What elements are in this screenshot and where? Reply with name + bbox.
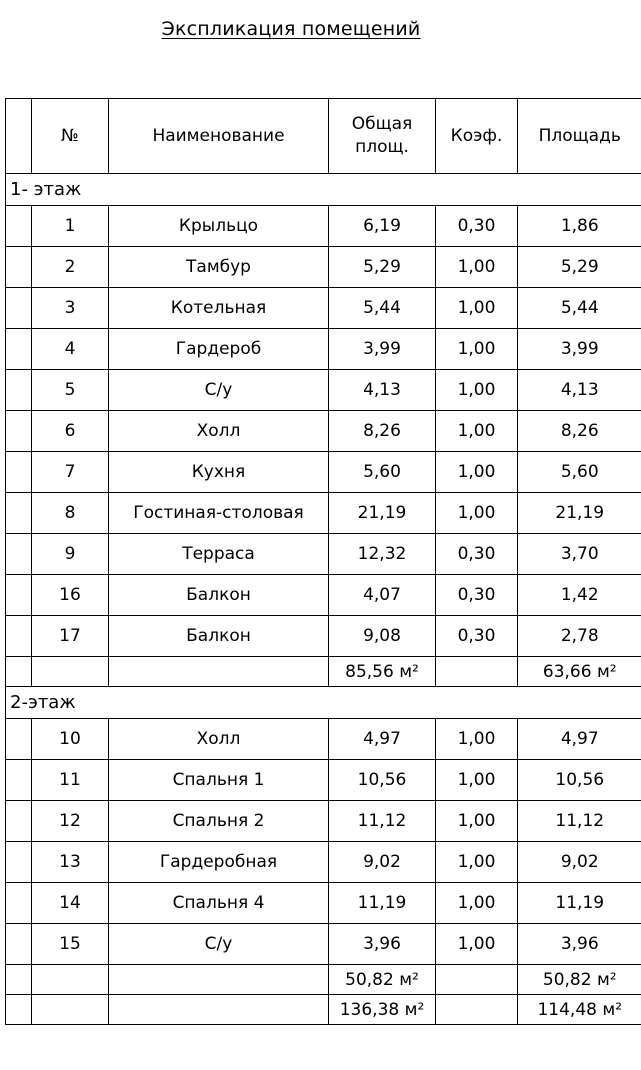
floor-label-row	[6, 687, 641, 719]
subtotal-blank	[6, 965, 32, 995]
table-header-row	[6, 99, 641, 174]
room-coefficient: 1,00	[436, 370, 518, 411]
room-total-area: 4,13	[329, 370, 436, 411]
room-coefficient: 1,00	[436, 329, 518, 370]
room-coefficient: 1,00	[436, 924, 518, 965]
room-number: 15	[32, 924, 109, 965]
room-total-area: 9,02	[329, 842, 436, 883]
table-row	[6, 801, 641, 842]
room-coefficient: 1,00	[436, 719, 518, 760]
row-margin-cell	[6, 719, 32, 760]
table-row	[6, 883, 641, 924]
room-number: 8	[32, 493, 109, 534]
room-number: 2	[32, 247, 109, 288]
room-name: Холл	[109, 411, 329, 452]
room-total-area: 4,97	[329, 719, 436, 760]
room-area: 9,02	[518, 842, 641, 883]
room-number: 13	[32, 842, 109, 883]
table-row	[6, 329, 641, 370]
room-area: 8,26	[518, 411, 641, 452]
floor-label: 2-этаж	[6, 687, 641, 719]
room-coefficient: 1,00	[436, 883, 518, 924]
table-row	[6, 206, 641, 247]
subtotal-blank	[32, 657, 109, 687]
room-name: С/у	[109, 370, 329, 411]
table-body	[6, 174, 641, 1025]
room-number: 14	[32, 883, 109, 924]
table-row	[6, 493, 641, 534]
room-total-area: 6,19	[329, 206, 436, 247]
room-coefficient: 1,00	[436, 411, 518, 452]
room-number: 6	[32, 411, 109, 452]
room-name: Котельная	[109, 288, 329, 329]
table-row	[6, 370, 641, 411]
room-area: 1,42	[518, 575, 641, 616]
row-margin-cell	[6, 370, 32, 411]
header-coefficient: Коэф.	[436, 99, 518, 174]
row-margin-cell	[6, 206, 32, 247]
room-coefficient: 1,00	[436, 452, 518, 493]
room-name: Гардероб	[109, 329, 329, 370]
room-total-area: 11,19	[329, 883, 436, 924]
room-area: 11,12	[518, 801, 641, 842]
grand-total-blank	[32, 995, 109, 1025]
room-name: Балкон	[109, 616, 329, 657]
floor-subtotal-row	[6, 657, 641, 687]
floor-label: 1- этаж	[6, 174, 641, 206]
room-area: 11,19	[518, 883, 641, 924]
row-margin-cell	[6, 247, 32, 288]
header-total-area: Общая площ.	[329, 99, 436, 174]
row-margin-cell	[6, 493, 32, 534]
room-number: 17	[32, 616, 109, 657]
header-name: Наименование	[109, 99, 329, 174]
room-name: С/у	[109, 924, 329, 965]
header-blank	[6, 99, 32, 174]
room-total-area: 12,32	[329, 534, 436, 575]
row-margin-cell	[6, 329, 32, 370]
room-area: 5,44	[518, 288, 641, 329]
room-total-area: 3,96	[329, 924, 436, 965]
room-coefficient: 0,30	[436, 575, 518, 616]
row-margin-cell	[6, 883, 32, 924]
room-name: Гардеробная	[109, 842, 329, 883]
subtotal-blank	[436, 965, 518, 995]
room-number: 12	[32, 801, 109, 842]
room-area: 5,29	[518, 247, 641, 288]
subtotal-blank	[6, 657, 32, 687]
room-number: 1	[32, 206, 109, 247]
row-margin-cell	[6, 288, 32, 329]
table-row	[6, 411, 641, 452]
table-row	[6, 924, 641, 965]
row-margin-cell	[6, 575, 32, 616]
room-area: 4,13	[518, 370, 641, 411]
header-area: Площадь	[518, 99, 641, 174]
table-row	[6, 842, 641, 883]
grand-total-area: 136,38 м²	[329, 995, 436, 1025]
room-number: 4	[32, 329, 109, 370]
room-number: 16	[32, 575, 109, 616]
room-name: Спальня 4	[109, 883, 329, 924]
room-name: Гостиная-столовая	[109, 493, 329, 534]
room-total-area: 5,44	[329, 288, 436, 329]
row-margin-cell	[6, 842, 32, 883]
room-area: 3,70	[518, 534, 641, 575]
room-coefficient: 1,00	[436, 493, 518, 534]
room-name: Холл	[109, 719, 329, 760]
table-row	[6, 247, 641, 288]
row-margin-cell	[6, 801, 32, 842]
room-coefficient: 1,00	[436, 842, 518, 883]
table-row	[6, 719, 641, 760]
room-total-area: 3,99	[329, 329, 436, 370]
grand-total-blank	[436, 995, 518, 1025]
subtotal-blank	[32, 965, 109, 995]
room-area: 10,56	[518, 760, 641, 801]
room-total-area: 4,07	[329, 575, 436, 616]
room-area: 3,96	[518, 924, 641, 965]
room-area: 21,19	[518, 493, 641, 534]
grand-total-blank	[109, 995, 329, 1025]
table-row	[6, 760, 641, 801]
room-number: 11	[32, 760, 109, 801]
room-coefficient: 1,00	[436, 801, 518, 842]
room-total-area: 21,19	[329, 493, 436, 534]
room-number: 7	[32, 452, 109, 493]
floor-subtotal-row	[6, 965, 641, 995]
floor-label-row	[6, 174, 641, 206]
explication-table	[5, 98, 641, 1025]
row-margin-cell	[6, 616, 32, 657]
table-row	[6, 452, 641, 493]
room-coefficient: 1,00	[436, 288, 518, 329]
room-total-area: 8,26	[329, 411, 436, 452]
grand-total-living-area: 114,48 м²	[518, 995, 641, 1025]
room-coefficient: 0,30	[436, 206, 518, 247]
room-number: 10	[32, 719, 109, 760]
room-name: Спальня 2	[109, 801, 329, 842]
grand-total-row	[6, 995, 641, 1025]
room-number: 9	[32, 534, 109, 575]
room-area: 1,86	[518, 206, 641, 247]
subtotal-total-area: 50,82 м²	[329, 965, 436, 995]
room-coefficient: 1,00	[436, 247, 518, 288]
room-name: Балкон	[109, 575, 329, 616]
grand-total-blank	[6, 995, 32, 1025]
room-name: Тамбур	[109, 247, 329, 288]
subtotal-blank	[109, 657, 329, 687]
row-margin-cell	[6, 760, 32, 801]
room-name: Кухня	[109, 452, 329, 493]
room-total-area: 9,08	[329, 616, 436, 657]
room-name: Спальня 1	[109, 760, 329, 801]
subtotal-blank	[436, 657, 518, 687]
row-margin-cell	[6, 924, 32, 965]
room-total-area: 10,56	[329, 760, 436, 801]
page-title: Экспликация помещений	[161, 18, 421, 40]
row-margin-cell	[6, 534, 32, 575]
room-number: 5	[32, 370, 109, 411]
room-coefficient: 0,30	[436, 534, 518, 575]
table-row	[6, 575, 641, 616]
subtotal-area: 63,66 м²	[518, 657, 641, 687]
table-row	[6, 616, 641, 657]
table-row	[6, 288, 641, 329]
room-name: Терраса	[109, 534, 329, 575]
row-margin-cell	[6, 411, 32, 452]
room-area: 2,78	[518, 616, 641, 657]
header-number: №	[32, 99, 109, 174]
room-area: 4,97	[518, 719, 641, 760]
subtotal-area: 50,82 м²	[518, 965, 641, 995]
subtotal-blank	[109, 965, 329, 995]
table-row	[6, 534, 641, 575]
row-margin-cell	[6, 452, 32, 493]
room-number: 3	[32, 288, 109, 329]
room-coefficient: 1,00	[436, 760, 518, 801]
room-area: 3,99	[518, 329, 641, 370]
room-total-area: 11,12	[329, 801, 436, 842]
subtotal-total-area: 85,56 м²	[329, 657, 436, 687]
room-total-area: 5,29	[329, 247, 436, 288]
room-coefficient: 0,30	[436, 616, 518, 657]
room-name: Крыльцо	[109, 206, 329, 247]
room-area: 5,60	[518, 452, 641, 493]
room-total-area: 5,60	[329, 452, 436, 493]
